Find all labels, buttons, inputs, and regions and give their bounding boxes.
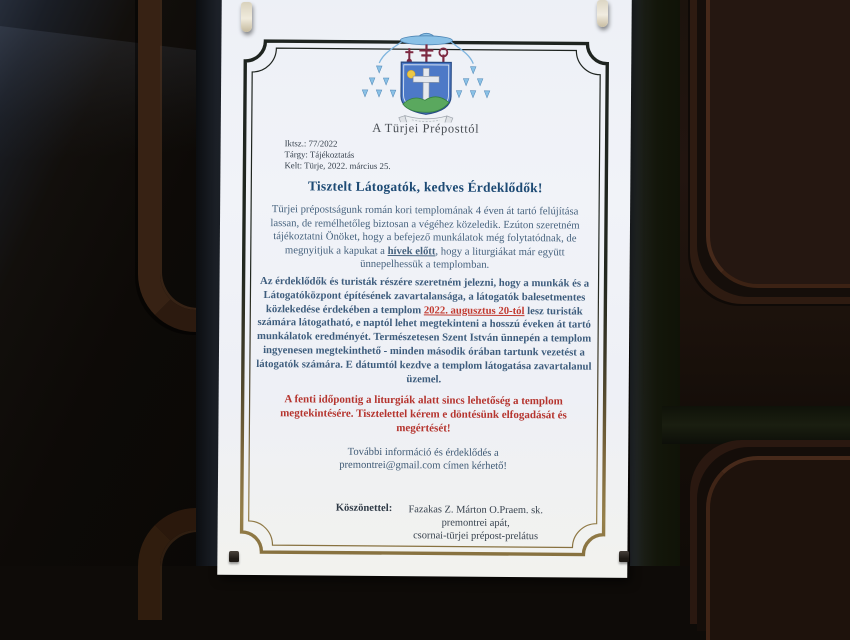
- signature-block: [396, 503, 556, 543]
- paragraph-intro-text: Türjei prépostságunk román kori templomának 4 éven át tartó felújítása lassan, de remélhetőleg biztosan a végéhez közeledik. Ezúton szeretném tájékoztatni Önöket, hogy a befejező munkálatok még folytatódnak, de megnyitjuk a kapukat a: [270, 203, 580, 257]
- paragraph-visitors-tail: lesz turisták számára látogatható, e naptól lehet megtekinteni a hosszú éveken át tartó munkálatok eredményét. Természetesen Szent István ünnepén a templom ingyenesen megtekinthető - minden második órában tartunk vezetést a látogatók számára. E dátumtól kezdve a templom látogatása zavartalanul üzemel.: [256, 304, 592, 386]
- letterhead-meta: [284, 138, 390, 171]
- notice-title: Tisztelt Látogatók, kedves Érdeklődők!: [307, 178, 543, 196]
- contact-email-line: premontrei@gmail.com címen kérhető!: [339, 459, 508, 473]
- door-recessed-panel-lower: [706, 456, 850, 640]
- paragraph-visitors-text: Az érdeklődők és turisták részére szeretném jelezni, hogy a munkák és a Látogatóközpont építésének zavartalansága, a látogatók balesetmentes közlekedése érdekében a templom: [259, 275, 590, 316]
- date-line: Kelt: Türje, 2022. március 25.: [284, 159, 391, 171]
- paragraph-intro: [257, 203, 594, 273]
- paragraph-contact: [255, 445, 591, 474]
- push-pin-top-left: [241, 2, 252, 32]
- door-recessed-panel-upper: [706, 0, 850, 288]
- contact-line: További információ és érdeklődés a: [347, 446, 499, 459]
- sender-caption: A Türjei Préposttól: [372, 120, 480, 136]
- signatory-name: Fazakas Z. Márton O.Praem. sk.: [408, 504, 544, 517]
- subject-line: Tárgy: Tájékoztatás: [284, 149, 355, 160]
- door-stile-right: [630, 0, 680, 566]
- paragraph-visitors: [256, 275, 593, 388]
- push-pin-bottom-right: [619, 551, 629, 562]
- paragraph-intro-tail: , hogy a liturgiákat már együtt ünnepelhessük a templomban.: [360, 244, 565, 271]
- push-pin-bottom-left: [229, 551, 239, 562]
- signatory-role-2: csornai-türjei prépost-prelátus: [413, 530, 539, 543]
- tassels-right: [456, 67, 490, 98]
- highlight-opening-date: 2022. augusztus 20-tól: [423, 303, 525, 317]
- reference-number: Iktsz.: 77/2022: [284, 138, 338, 149]
- signatory-role-1: premontrei apát,: [441, 517, 510, 529]
- orb-cross: [405, 48, 413, 64]
- notice-paper: [217, 0, 632, 578]
- coat-of-arms: [341, 30, 512, 123]
- door-rail-right: [662, 406, 850, 444]
- highlight-believers: hívek előtt: [387, 244, 436, 257]
- paragraph-restriction-red: A fenti időpontig a liturgiák alatt sincs lehetőség a templom megtekintésére. Tisztelettel kérem e döntésünk elfogadását és megértését!: [280, 393, 567, 435]
- push-pin-top-right: [597, 0, 608, 27]
- tassels-left: [362, 66, 396, 97]
- signature-salutation: Köszönettel:: [335, 502, 393, 515]
